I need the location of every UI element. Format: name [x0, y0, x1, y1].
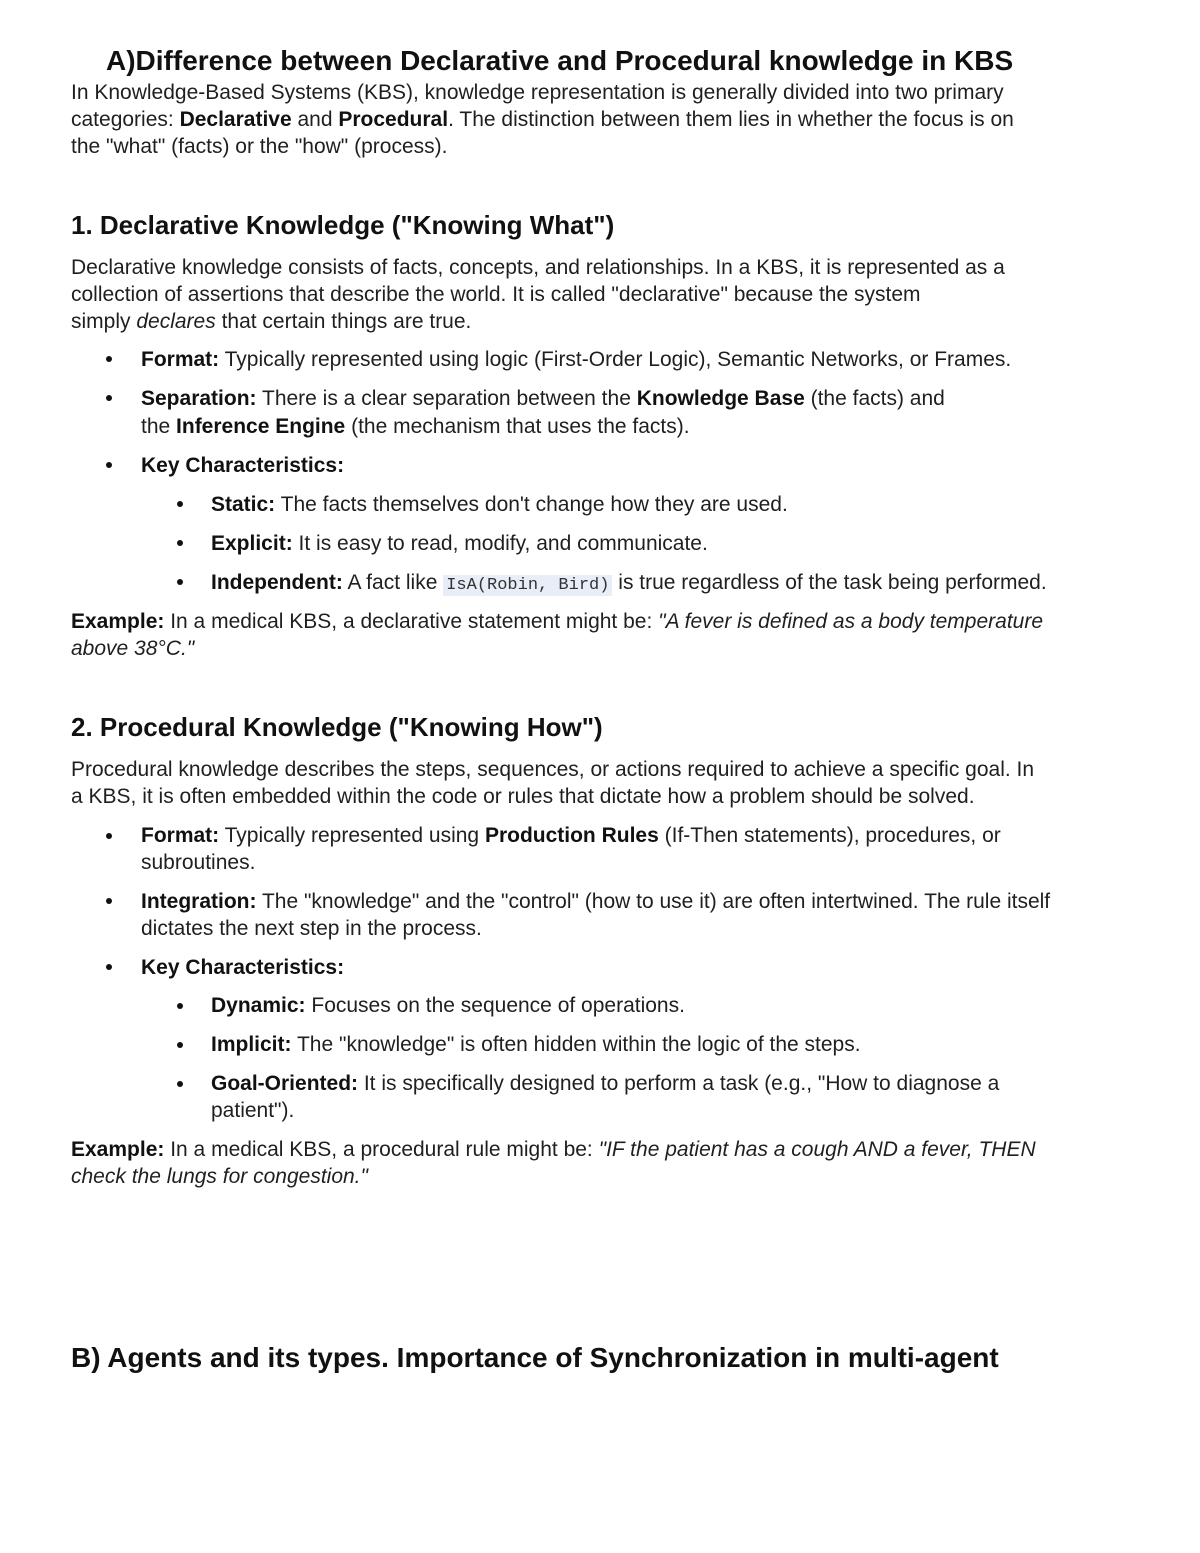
procedural-integration-item: Integration: The "knowledge" and the "control" (how to use it) are often intertwined. The rule itself: [141, 890, 1051, 913]
intro-line-3: the "what" (facts) or the "how" (process).: [71, 135, 448, 158]
bullet-dot: [177, 1003, 183, 1009]
bullet-dot: [106, 395, 112, 401]
declarative-para-3: simply declares that certain things are true.: [71, 310, 472, 333]
declarative-separation-item: Separation: There is a clear separation between the Knowledge Base (the facts) and: [141, 387, 945, 410]
procedural-implicit-item: Implicit: The "knowledge" is often hidden within the logic of the steps.: [211, 1033, 861, 1056]
intro-line-2: categories: Declarative and Procedural. The distinction between them lies in whether the focus is on: [71, 108, 1014, 131]
procedural-goal-item-line-2: patient").: [211, 1099, 295, 1122]
procedural-example-line-2: check the lungs for congestion.": [71, 1165, 368, 1188]
procedural-format-item: Format: Typically represented using Production Rules (If-Then statements), procedures, or: [141, 824, 1001, 847]
bullet-dot: [106, 833, 112, 839]
procedural-goal-item: Goal-Oriented: It is specifically designed to perform a task (e.g., "How to diagnose a: [211, 1072, 1000, 1095]
bullet-dot: [106, 462, 112, 468]
declarative-explicit-item: Explicit: It is easy to read, modify, and communicate.: [211, 532, 708, 555]
procedural-para-1: Procedural knowledge describes the steps, sequences, or actions required to achieve a specific goal. In: [71, 758, 1035, 781]
bullet-dot: [106, 356, 112, 362]
declarative-key-characteristics: Key Characteristics:: [141, 454, 345, 477]
procedural-format-item-line-2: subroutines.: [141, 851, 256, 874]
declarative-example-line-2: above 38°C.": [71, 637, 195, 660]
code-snippet: IsA(Robin, Bird): [443, 575, 612, 596]
declarative-format-item: Format: Typically represented using logic (First-Order Logic), Semantic Networks, or Frames.: [141, 348, 1012, 371]
procedural-para-2: a KBS, it is often embedded within the code or rules that dictate how a problem should be solved.: [71, 785, 975, 808]
procedural-example: Example: In a medical KBS, a procedural rule might be: "IF the patient has a cough AND a fever, THEN: [71, 1138, 1036, 1161]
procedural-dynamic-item: Dynamic: Focuses on the sequence of operations.: [211, 994, 685, 1017]
bullet-dot: [177, 579, 183, 585]
declarative-independent-item: Independent: A fact like IsA(Robin, Bird) is true regardless of the task being performed.: [211, 571, 1047, 595]
declarative-example: Example: In a medical KBS, a declarative statement might be: "A fever is defined as a body temperature: [71, 610, 1044, 633]
procedural-integration-item-line-2: dictates the next step in the process.: [141, 917, 482, 940]
declarative-separation-item-line-2: the Inference Engine (the mechanism that uses the facts).: [141, 415, 690, 438]
bullet-dot: [177, 540, 183, 546]
bullet-dot: [106, 898, 112, 904]
bullet-dot: [177, 501, 183, 507]
declarative-static-item: Static: The facts themselves don't change how they are used.: [211, 493, 788, 516]
intro-line-1: In Knowledge-Based Systems (KBS), knowledge representation is generally divided into two primary: [71, 81, 1004, 104]
bullet-dot: [177, 1042, 183, 1048]
section-b-title: B) Agents and its types. Importance of Synchronization in multi-agent: [71, 1342, 999, 1373]
procedural-key-characteristics: Key Characteristics:: [141, 956, 345, 979]
bullet-dot: [177, 1081, 183, 1087]
bullet-dot: [106, 964, 112, 970]
section-a-title: A)Difference between Declarative and Procedural knowledge in KBS: [106, 45, 1014, 76]
procedural-heading: 2. Procedural Knowledge ("Knowing How"): [71, 712, 603, 742]
declarative-heading: 1. Declarative Knowledge ("Knowing What"): [71, 210, 615, 240]
declarative-para-2: collection of assertions that describe the world. It is called "declarative" because the system: [71, 283, 921, 306]
declarative-para-1: Declarative knowledge consists of facts, concepts, and relationships. In a KBS, it is represented as a: [71, 256, 1005, 279]
